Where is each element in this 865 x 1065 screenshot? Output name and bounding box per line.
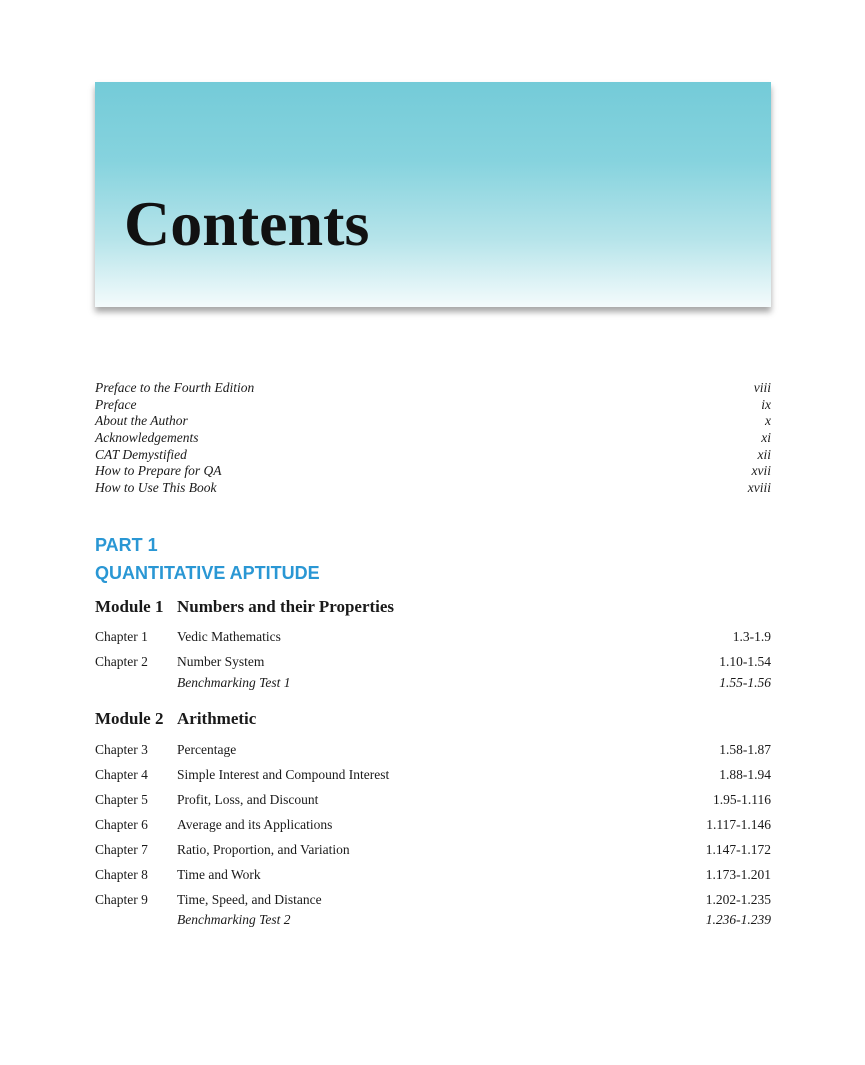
toc-entry[interactable] [95,766,771,784]
chapter-title: Number System [177,654,265,669]
toc-entry[interactable] [95,653,771,671]
front-matter-list [95,380,771,497]
toc-entry[interactable] [95,741,771,759]
front-matter-page: xvii [751,463,771,479]
chapter-number: Chapter 2 [95,654,148,669]
module-title: Arithmetic [177,709,257,728]
module-number: Module 2 [95,709,164,728]
front-matter-item[interactable] [95,413,771,430]
benchmark-title: Benchmarking Test 1 [177,675,291,690]
chapter-number: Chapter 6 [95,817,148,832]
page-range: 1.202-1.235 [705,892,771,907]
chapter-title: Profit, Loss, and Discount [177,792,319,807]
chapter-title: Vedic Mathematics [177,629,281,644]
chapter-number: Chapter 5 [95,792,148,807]
chapter-number: Chapter 1 [95,629,148,644]
front-matter-title: Preface to the Fourth Edition [95,380,255,395]
chapter-number: Chapter 4 [95,767,148,782]
page-range: 1.173-1.201 [705,867,771,882]
front-matter-page: xii [757,446,771,462]
chapter-title: Time and Work [177,867,261,882]
module-title: Numbers and their Properties [177,597,395,616]
chapter-title: Time, Speed, and Distance [177,892,322,907]
page-range: 1.147-1.172 [705,842,771,857]
toc-entry[interactable] [95,841,771,859]
chapter-number: Chapter 7 [95,842,148,857]
page-range: 1.55-1.56 [719,675,771,690]
front-matter-title: Preface [95,396,137,412]
chapter-title: Ratio, Proportion, and Variation [177,842,350,857]
toc-entry[interactable] [95,866,771,884]
chapter-number: Chapter 8 [95,867,148,882]
front-matter-item[interactable] [95,397,771,414]
front-matter-title: Acknowledgements [95,430,199,446]
toc-entry[interactable] [95,791,771,809]
page-range: 1.88-1.94 [719,767,771,782]
front-matter-item[interactable] [95,463,771,480]
module-heading [95,596,771,618]
front-matter-page: viii [753,380,771,395]
toc-entry[interactable] [95,891,771,909]
front-matter-page: x [765,413,771,429]
part-title: QUANTITATIVE APTITUDE [95,563,320,583]
front-matter-item[interactable] [95,447,771,464]
front-matter-title: How to Use This Book [95,480,217,496]
chapter-title: Average and its Applications [177,817,333,832]
front-matter-page: ix [761,396,771,412]
front-matter-title: About the Author [95,413,188,429]
front-matter-item[interactable] [95,380,771,397]
page-range: 1.10-1.54 [719,654,771,669]
chapter-number: Chapter 3 [95,742,148,757]
module-number: Module 1 [95,597,164,616]
front-matter-title: How to Prepare for QA [95,463,222,479]
benchmark-title: Benchmarking Test 2 [177,912,291,927]
front-matter-item[interactable] [95,430,771,447]
page-range: 1.117-1.146 [706,817,771,832]
part-number: PART 1 [95,535,158,555]
chapter-title: Simple Interest and Compound Interest [177,767,390,782]
front-matter-page: xviii [747,480,771,496]
chapter-number: Chapter 9 [95,892,148,907]
page-title: Contents [124,188,370,259]
chapter-title: Percentage [177,742,237,757]
front-matter-item[interactable] [95,480,771,497]
benchmark-entry[interactable] [95,674,771,692]
front-matter-page: xi [761,430,771,446]
page-range: 1.3-1.9 [732,629,771,644]
benchmark-entry[interactable] [95,911,771,929]
toc-entry[interactable] [95,628,771,646]
page-range: 1.236-1.239 [705,912,771,927]
page-range: 1.95-1.116 [713,792,771,807]
toc-entry[interactable] [95,816,771,834]
front-matter-title: CAT Demystified [95,446,187,462]
contents-banner [95,82,771,307]
page-range: 1.58-1.87 [719,742,771,757]
module-heading [95,708,771,730]
